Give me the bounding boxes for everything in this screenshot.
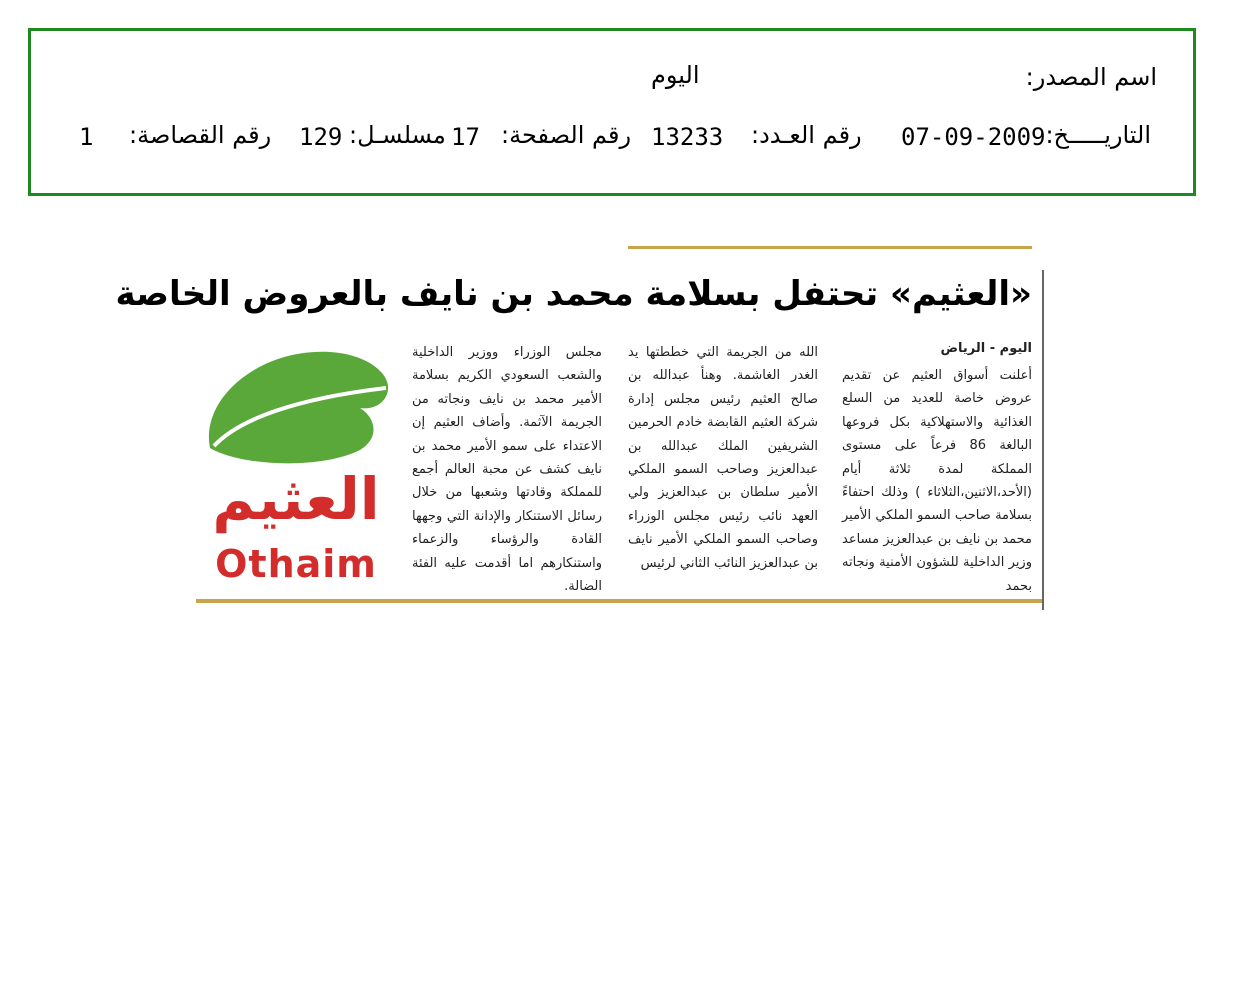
source-label: اسم المصدر: — [1025, 63, 1157, 91]
column-2-text: الله من الجريمة التي خططتها يد الغدر الغاشمة. وهنأ عبدالله بن صالح العثيم رئيس مجلس إدارة شركة العثيم القابضة خادم الحرمين الشريفين الملك عبدالله بن عبدالعزيز وصاحب السمو الملكي الأمير سلطان بن عبدالعزيز ولي العهد نائب رئيس مجلس الوزراء وصاحب السمو الملكي الأمير نايف بن عبدالعزيز النائب الثاني لرئيس — [628, 345, 818, 571]
date-label: التاريـــــخ: — [1045, 121, 1151, 149]
source-info-box — [28, 28, 1196, 196]
othaim-logo — [196, 334, 396, 594]
column-3-text: مجلس الوزراء ووزير الداخلية والشعب السعودي الكريم بسلامة الأمير محمد بن نايف ونجاته من الجريمة الآثمة. وأضاف العثيم إن الاعتداء على سمو الأمير محمد بن نايف كشف عن محبة العالم أجمع للمملكة وقادتها وشعبها من خلال رسائل الاستنكار والإدانة التي وجهها القادة والرؤساء والزعماء واستنكارهم اما أقدمت عليه الفئة الضالة. — [412, 345, 602, 595]
bottom-rule — [196, 599, 1042, 603]
article-headline: «العثيم» تحتفل بسلامة محمد بن نايف بالعروض الخاصة — [115, 274, 1032, 314]
issue-label: رقم العـدد: — [751, 121, 862, 149]
column-1-text: أعلنت أسواق العثيم عن تقديم عروض خاصة للعديد من السلع الغذائية والاستهلاكية بكل فروعها البالغة 86 فرعاً على مستوى المملكة لمدة ثلاثة أيام (الأحد،الاثنين،الثلاثاء ) وذلك احتفاءً بسلامة صاحب السمو الملكي الأمير محمد بن نايف بن عبدالعزيز مساعد وزير الداخلية للشؤون الأمنية ونجاته بحمد — [842, 368, 1032, 594]
page-label: رقم الصفحة: — [501, 121, 632, 149]
date-value: 07-09-2009 — [901, 123, 1046, 151]
newspaper-clipping — [115, 246, 1046, 608]
article-column-1 — [842, 364, 1032, 598]
source-value: اليوم — [651, 61, 700, 89]
serial-value: 129 — [299, 123, 343, 151]
leaf-icon — [200, 338, 396, 468]
serial-label: مسلسـل: — [349, 121, 446, 149]
top-rule — [628, 246, 1032, 249]
clip-label: رقم القصاصة: — [129, 121, 272, 149]
right-rule — [1042, 270, 1044, 610]
clip-value: 1 — [79, 123, 94, 151]
logo-arabic-text: العثيم — [212, 465, 380, 533]
article-dateline: اليوم - الرياض — [940, 341, 1032, 356]
logo-latin-text: Othaim — [215, 542, 377, 586]
issue-value: 13233 — [651, 123, 724, 151]
page-value: 17 — [451, 123, 480, 151]
article-column-2 — [628, 341, 818, 575]
article-column-3 — [412, 341, 602, 598]
